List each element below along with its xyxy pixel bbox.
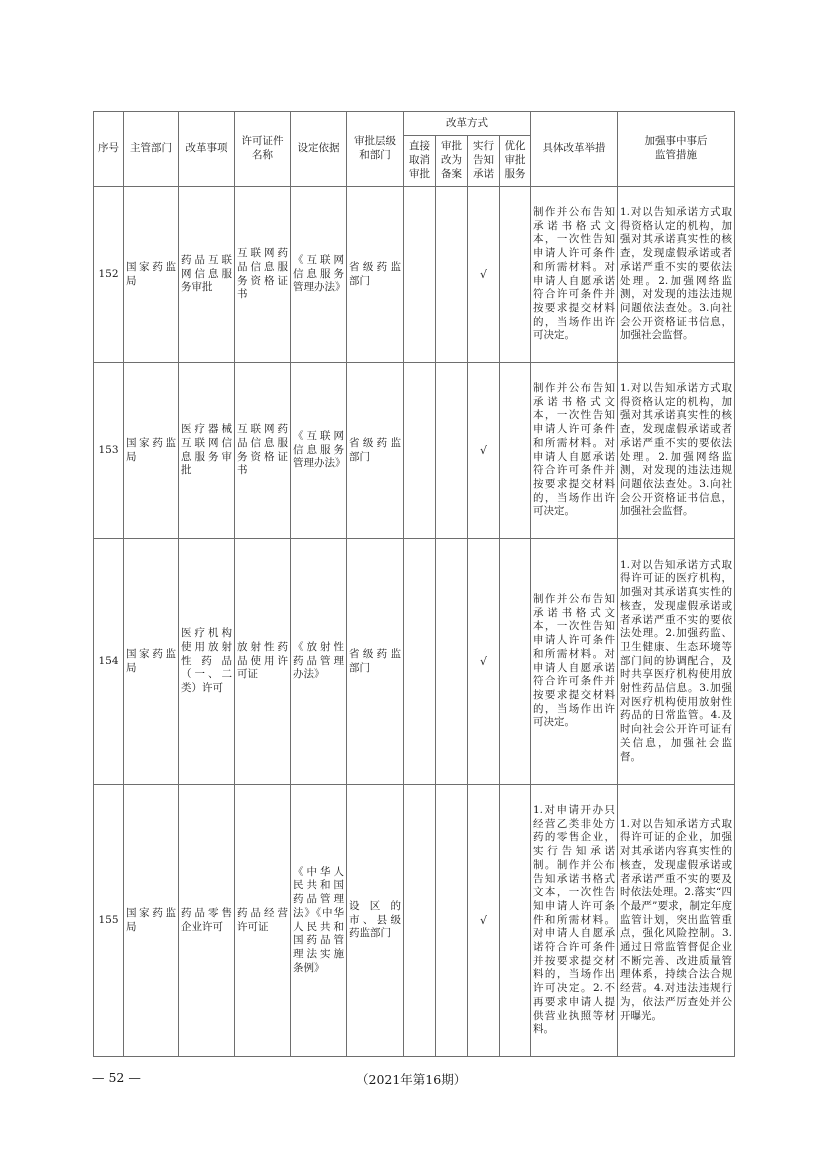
- table-row: [94, 539, 735, 785]
- row-mode-optimize: [500, 363, 531, 539]
- row-license: 药品经营许可证: [235, 785, 291, 1057]
- issue-label: （2021年第16期）: [356, 1072, 467, 1087]
- row-basis: 《中华人民共和国药品管理法》《中华人民共和国药品管理法实施条例》: [291, 785, 347, 1057]
- header-mode-notify: 实行告知承诺: [468, 136, 500, 187]
- row-level: 省级药监部门: [347, 539, 404, 785]
- reform-table: [93, 111, 735, 1057]
- header-basis: 设定依据: [291, 112, 347, 187]
- row-measures: 制作并公布告知承诺书格式文本，一次性告知申请人许可条件和所需材料。对申请人自愿承诺符合许可条件并按要求提交材料的，当场作出许可决定。: [531, 363, 618, 539]
- row-supervision: 1.对以告知承诺方式取得资格认定的机构，加强对其承诺真实性的核查，发现虚假承诺或者承诺严重不实的要依法处理。2.加强网络监测，对发现的违法违规问题依法查处。3.向社会公开资格证书信息，加强社会监督。: [618, 187, 735, 363]
- row-level: 省级药监部门: [347, 187, 404, 363]
- row-mode-notify: √: [468, 363, 500, 539]
- row-measures: 制作并公布告知承诺书格式文本，一次性告知申请人许可条件和所需材料。对申请人自愿承诺符合许可条件并按要求提交材料的，当场作出许可决定。: [531, 539, 618, 785]
- header-mode-cancel: 直接取消审批: [404, 136, 436, 187]
- row-department: 国家药监局: [124, 363, 179, 539]
- header-row-top: [94, 112, 735, 136]
- row-mode-cancel: [404, 785, 436, 1057]
- row-item: 医疗机构使用放射性药品（一、二类）许可: [179, 539, 235, 785]
- header-level: 审批层级和部门: [347, 112, 404, 187]
- row-measures: 制作并公布告知承诺书格式文本，一次性告知申请人许可条件和所需材料。对申请人自愿承诺符合许可条件并按要求提交材料的，当场作出许可决定。: [531, 187, 618, 363]
- row-mode-notify: √: [468, 785, 500, 1057]
- row-mode-optimize: [500, 785, 531, 1057]
- row-mode-record: [436, 187, 468, 363]
- row-license: 互联网药品信息服务资格证书: [235, 363, 291, 539]
- row-license: 放射性药品使用许可证: [235, 539, 291, 785]
- row-level: 设区的市、县级药监部门: [347, 785, 404, 1057]
- row-mode-optimize: [500, 187, 531, 363]
- row-measures: 1.对申请开办只经营乙类非处方药的零售企业，实行告知承诺制。制作并公布告知承诺书格式文本，一次性告知申请人许可条件和所需材料。对申请人自愿承诺符合许可条件并按要求提交材料的，当场作出许可决定。2.不再要求申请人提供营业执照等材料。: [531, 785, 618, 1057]
- row-supervision: 1.对以告知承诺方式取得许可证的企业，加强对其承诺内容真实性的核查，发现虚假承诺或者承诺严重不实的要及时依法处理。2.落实“四个最严”要求，制定年度监管计划，突出监管重点，强化风险控制。3.通过日常监管督促企业不断完善、改进质量管理体系，持续合法合规经营。4.对违法违规行为，依法严厉查处并公开曝光。: [618, 785, 735, 1057]
- row-supervision: 1.对以告知承诺方式取得许可证的医疗机构，加强对其承诺真实性的核查，发现虚假承诺或者承诺严重不实的要依法处理。2.加强药监、卫生健康、生态环境等部门间的协调配合，及时共享医疗机构使用放射性药品信息。3.加强对医疗机构使用放射性药品的日常监管。4.及时向社会公开许可证有关信息，加强社会监督。: [618, 539, 735, 785]
- row-mode-record: [436, 363, 468, 539]
- header-department: 主管部门: [124, 112, 179, 187]
- row-index: 152: [94, 187, 124, 363]
- row-level: 省级药监部门: [347, 363, 404, 539]
- row-license: 互联网药品信息服务资格证书: [235, 187, 291, 363]
- header-index: 序号: [94, 112, 124, 187]
- header-supervision: 加强事中事后监管措施: [618, 112, 735, 187]
- header-mode-optimize: 优化审批服务: [500, 136, 531, 187]
- row-mode-cancel: [404, 187, 436, 363]
- table-row: [94, 785, 735, 1057]
- row-basis: 《互联网信息服务管理办法》: [291, 187, 347, 363]
- row-item: 医疗器械互联网信息服务审批: [179, 363, 235, 539]
- row-mode-cancel: [404, 363, 436, 539]
- row-item: 药品零售企业许可: [179, 785, 235, 1057]
- table-row: [94, 187, 735, 363]
- row-mode-cancel: [404, 539, 436, 785]
- row-mode-optimize: [500, 539, 531, 785]
- row-basis: 《放射性药品管理办法》: [291, 539, 347, 785]
- table-row: [94, 363, 735, 539]
- page-number: — 52 —: [92, 1070, 141, 1085]
- header-license: 许可证件名称: [235, 112, 291, 187]
- row-department: 国家药监局: [124, 539, 179, 785]
- row-basis: 《互联网信息服务管理办法》: [291, 363, 347, 539]
- row-department: 国家药监局: [124, 187, 179, 363]
- row-mode-record: [436, 539, 468, 785]
- header-mode-group: 改革方式: [404, 112, 531, 136]
- row-index: 154: [94, 539, 124, 785]
- row-index: 155: [94, 785, 124, 1057]
- row-index: 153: [94, 363, 124, 539]
- header-item: 改革事项: [179, 112, 235, 187]
- row-item: 药品互联网信息服务审批: [179, 187, 235, 363]
- row-mode-record: [436, 785, 468, 1057]
- header-measures: 具体改革举措: [531, 112, 618, 187]
- row-supervision: 1.对以告知承诺方式取得资格认定的机构，加强对其承诺真实性的核查，发现虚假承诺或者承诺严重不实的要依法处理。2.加强网络监测，对发现的违法违规问题依法查处。3.向社会公开资格证书信息，加强社会监督。: [618, 363, 735, 539]
- header-mode-record: 审批改为备案: [436, 136, 468, 187]
- row-mode-notify: √: [468, 187, 500, 363]
- row-department: 国家药监局: [124, 785, 179, 1057]
- row-mode-notify: √: [468, 539, 500, 785]
